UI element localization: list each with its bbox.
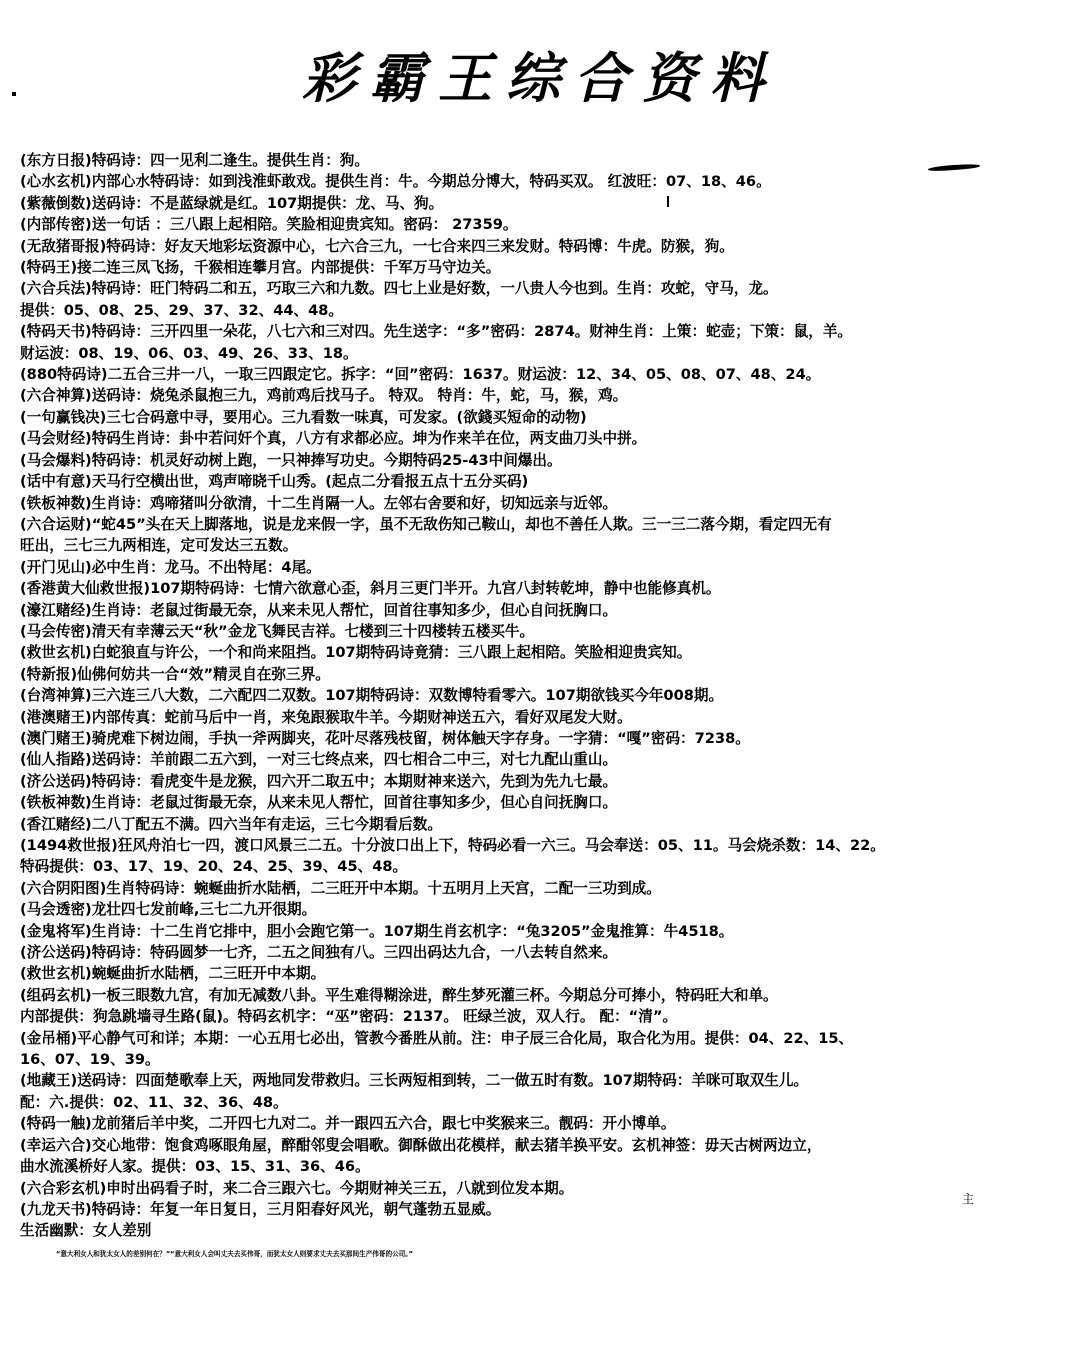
text-line: 提供：05、08、25、29、37、32、44、48。: [20, 301, 344, 319]
text-line: 16、07、19、39。: [20, 1051, 160, 1069]
text-line: 内部提供：狗急跳墙寻生路(鼠)。特码玄机字：“巫”密码：2137。 旺绿兰波，双人行。 配：“清”。: [20, 1008, 678, 1026]
text-line: (1494救世报)狂风舟泊七一四，渡口风景三二五。十分波口出上下，特码必看一六三。马会奉送：05、11。马会烧杀数：14、22。: [20, 837, 885, 854]
text-line: (济公送码)特码诗：看虎变牛是龙猴，四六开二取五中；本期财神来送六，先到为先九七最。: [20, 772, 618, 790]
text-line: (组码玄机)一板三眼数九宫，有加无减数八卦。平生难得糊涂进，醉生梦死灌三杯。今期总分可捧小，特码旺大和单。: [20, 986, 778, 1004]
text-line: (港澳赌王)内部传真：蛇前马后中一肖，来兔跟猴取牛羊。今期财神送五六，看好双尾发大财。: [20, 708, 632, 726]
text-line: (金吊桶)平心静气可和详；本期：一心五用七必出，管教今番胜从前。注：申子辰三合化局，取合化为用。提供：04、22、15、: [20, 1029, 854, 1047]
text-line: (880特码诗)二五合三井一八，一取三四跟定它。拆字：“回”密码：1637。财运波：12、34、05、08、07、48、24。: [20, 366, 821, 384]
page-title: 彩霸王综合资料: [302, 46, 778, 110]
text-line: 特码提供：03、17、19、20、24、25、39、45、48。: [20, 858, 408, 876]
text-line: (马会透密)龙壮四七发前峰,三七二九开很期。: [20, 901, 317, 919]
text-line: (话中有意)天马行空横出世，鸡声啼晓千山秀。(起点二分看报五点十五分买码): [20, 473, 529, 491]
text-line: (救世玄机)白蛇狼直与许公，一个和尚来阻挡。107期特码诗竟猜：三八跟上起相陪。笑脸相迎贵宾知。: [20, 644, 692, 662]
text-line: (特新报)仙佛何妨共一合“效”精灵自在弥三界。: [20, 665, 330, 683]
text-line: (开门见山)必中生肖：龙马。不出特尾：4尾。: [20, 558, 321, 576]
text-line: (一句赢钱决)三七合码意中寻，要用心。三九看数一味真，可发家。(欲錢买短命的动物): [20, 408, 587, 426]
text-line: (台湾神算)三六连三八大数，二六配四二双数。107期特码诗：双数博特看零六。107期欲钱买今年008期。: [20, 687, 724, 705]
text-line: (金鬼将军)生肖诗：十二生肖它排中，胆小会跑它第一。107期生肖玄机字：“兔3205”金鬼推算：牛4518。: [20, 922, 734, 940]
text-line: 曲水流溪桥好人家。提供：03、15、31、36、46。: [20, 1158, 370, 1176]
text-line: (幸运六合)交心地带：饱食鸡啄眼角屋，醉酣邻叟会唱歌。御酥做出花模样，献去猪羊换平安。玄机神签：毋天古树两边立，: [20, 1136, 822, 1154]
text-line: (铁板神数)生肖诗：鸡啼猪叫分欲清，十二生肖隔一人。左邻右舍要和好，切知远亲与近邻。: [20, 494, 618, 512]
text-line: (内部传密)送一句话 ：三八跟上起相陪。笑脸相迎贵宾知。密码： 27359。: [20, 216, 518, 234]
text-line: (特码王)接二连三凤飞扬，千猴相连攀月宫。内部提供：千军万马守边关。: [20, 259, 501, 277]
text-line: (香江赌经)二八丁配五不满。四六当年有走运，三七今期看后数。: [20, 815, 442, 833]
text-line: (地藏王)送码诗：四面楚歌奉上天，两地同发带救归。三长两短相到转，二一做五时有数。107期特码：羊咪可取双生儿。: [20, 1072, 809, 1090]
text-line: (特码一触)龙前猪后羊中奖，二开四七九对二。并一跟四五六合，跟七中奖猴来三。靓码：开小博单。: [20, 1115, 676, 1133]
text-line: (六合神算)送码诗：烧兔杀鼠抱三九，鸡前鸡后找马子。 特双。 特肖：牛，蛇，马，猴，鸡。: [20, 387, 628, 405]
text-line: (九龙天书)特码诗：年复一年日复日，三月阳春好风光，朝气蓬勃五显威。: [20, 1200, 501, 1218]
text-line: (马会财经)特码生肖诗：卦中若问奸个真，八方有求都必应。坤为作来羊在位，两支曲刀头中拼。: [20, 430, 647, 448]
text-line: (紫薇倒数)送码诗：不是蓝绿就是红。107期提供：龙、马、狗。: [20, 194, 444, 212]
text-line: (六合兵法)特码诗：旺门特码二和五，巧取三六和九数。四七上业是好数，一八贵人今也到。生肖：攻蛇，守马，龙。: [20, 280, 778, 298]
text-line: (六合彩玄机)申时出码看子时，来二合三跟六七。今期财神关三五，八就到位发本期。: [20, 1179, 574, 1197]
text-line: (心水玄机)内部心水特码诗：如到浅淮虾敢戏。提供生肖：牛。今期总分博大，特码买双。 红波旺：07、18、46。: [20, 173, 771, 191]
text-line: (澳门赌王)骑虎难下树边闹，手执一斧两脚夹，花叶尽落残枝留，树体触天字存身。一字猜：“嘎”密码：7238。: [20, 729, 750, 747]
joke-text: “意大利女人和犹太女人的差别何在？”“意大利女人会叫丈夫去买伟哥，而犹太女人则要求丈夫去买那间生产伟哥的公司。”: [56, 1249, 413, 1258]
text-line: (特码天书)特码诗：三开四里一朵花，八七六和三对四。先生送字：“多”密码：2874。财神生肖：上策：蛇壶；下策：鼠，羊。: [20, 323, 853, 341]
tips-body: [20, 150, 1076, 1265]
text-line: 配：六.提供：02、11、32、36、48。: [20, 1093, 288, 1111]
text-line: 生活幽默：女人差别: [20, 1222, 152, 1240]
text-line: (濠江赌经)生肖诗：老鼠过街最无奈，从来未见人帮忙，回首往事知多少，但心自问抚胸口。: [20, 601, 618, 619]
text-line: (救世玄机)蜿蜒曲折水陆栖，二三旺开中本期。: [20, 965, 326, 983]
text-line: (六合运财)“蛇45”头在天上脚落地，说是龙来假一字，虽不无敌伤知己鞍山，却也不善任人欺。三一三二落今期，看定四无有: [20, 515, 832, 533]
text-line: (香港黄大仙救世报)107期特码诗：七情六欲意心歪，斜月三更门半开。九宫八封转乾坤，静中也能修真机。: [20, 580, 721, 598]
margin-character: 主: [962, 1192, 975, 1206]
text-line: (济公送码)特码诗：特码圆梦一七齐，二五之间独有八。三四出码达九合，一八去转自然来。: [20, 944, 618, 962]
text-line: (铁板神数)生肖诗：老鼠过街最无奈，从来未见人帮忙，回首往事知多少，但心自问抚胸口。: [20, 794, 618, 812]
text-line: (马会传密)清天有幸薄云天“秋”金龙飞舞民吉祥。七楼到三十四楼转五楼买牛。: [20, 622, 535, 640]
text-line: 旺出，三七三九两相连，定可发达三五数。: [20, 537, 298, 555]
text-line: (六合阴阳图)生肖特码诗：蜿蜒曲折水陆栖，二三旺开中本期。十五明月上天宫，二配一三功到成。: [20, 879, 661, 897]
text-line: (无敌猪哥报)特码诗：好友天地彩坛资源中心，七六合三九，一七合来四三来发财。特码博：牛虎。防猴，狗。: [20, 237, 734, 255]
text-line: (马会爆料)特码诗：机灵好动树上跑，一只神捧写功史。今期特码25-43中间爆出。: [20, 451, 562, 469]
scan-speck: [12, 92, 16, 96]
text-line: (东方日报)特码诗：四一见利二逢生。提供生肖：狗。: [20, 152, 369, 169]
text-line: (仙人指路)送码诗：羊前跟二五六到，一对三七终点来，四七相合二中三，对七九配山重山。: [20, 751, 618, 769]
text-line: 财运波：08、19、06、03、49、26、33、18。: [20, 344, 358, 362]
